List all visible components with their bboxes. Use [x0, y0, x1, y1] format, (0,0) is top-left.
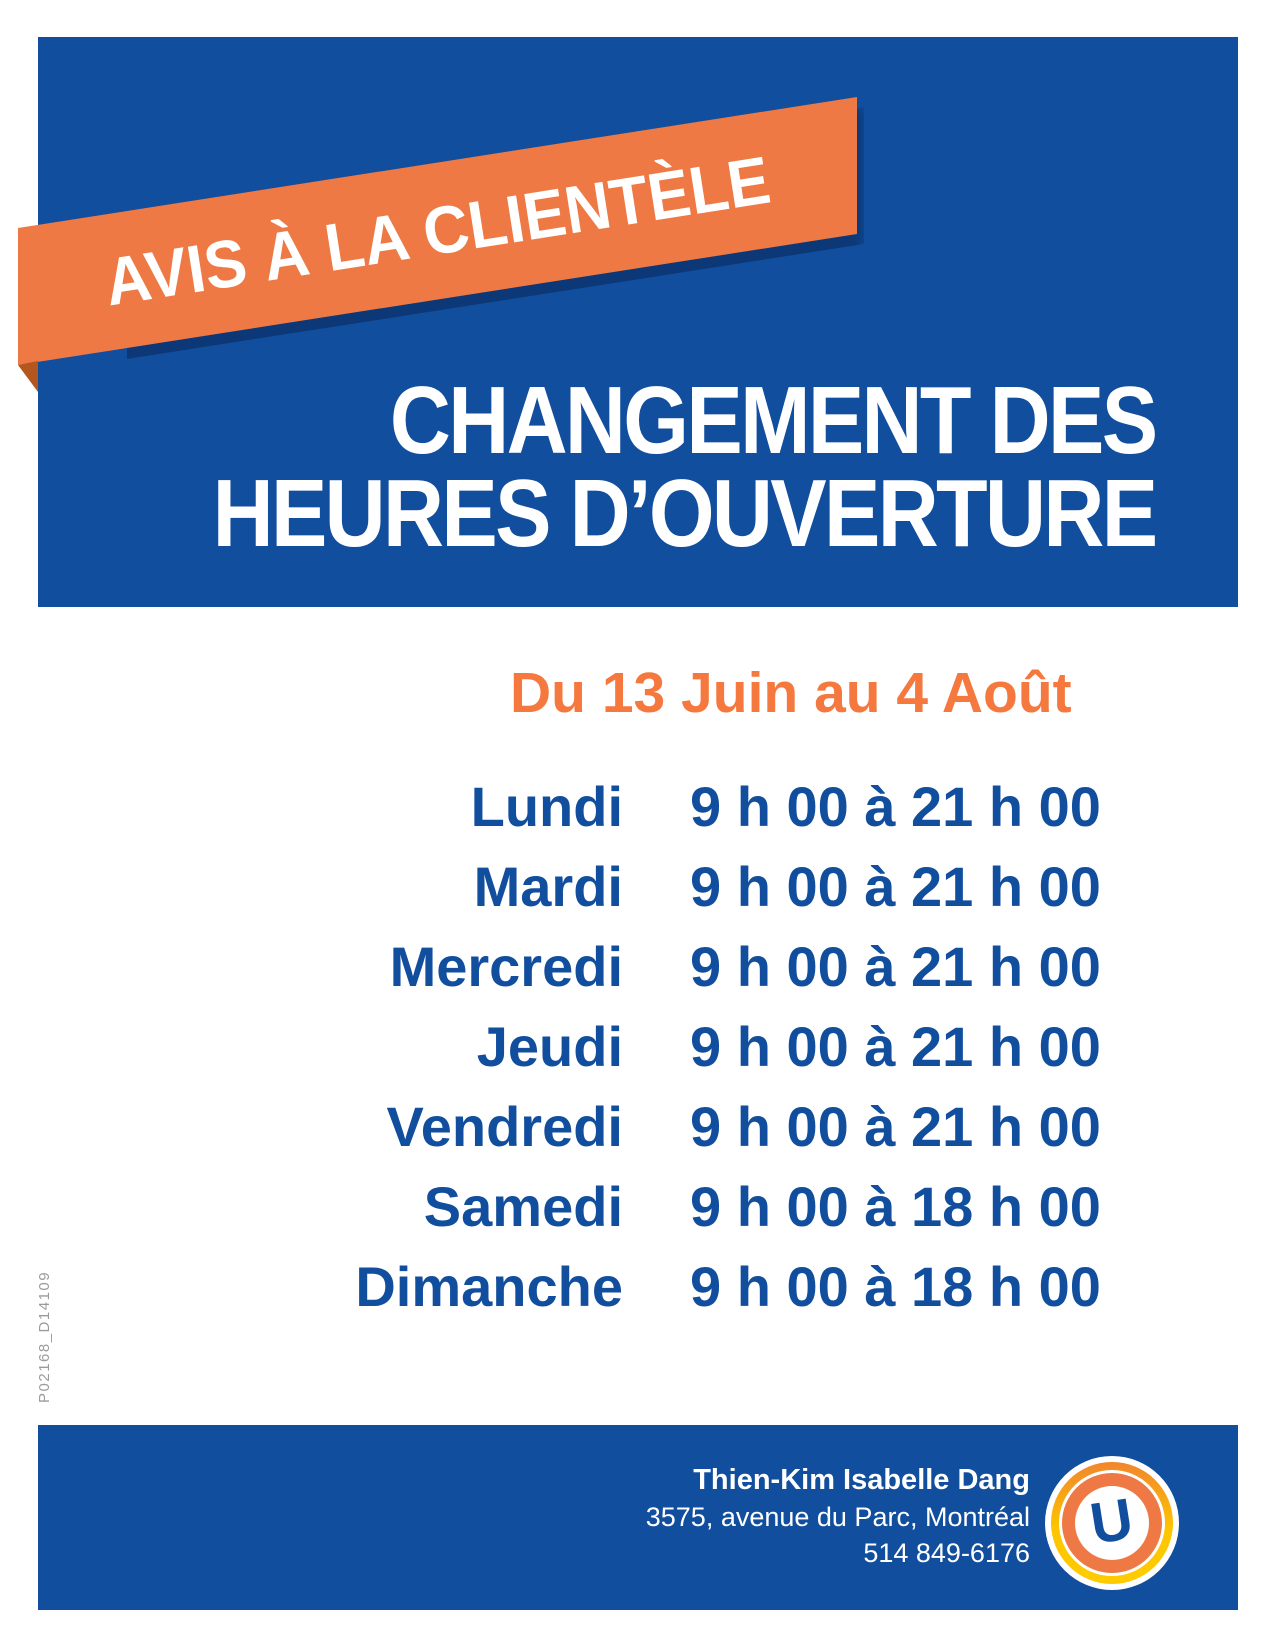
footer-contact-block: [646, 1462, 1030, 1571]
banner-fold: [18, 361, 38, 392]
schedule-row: [300, 1087, 1101, 1167]
schedule-hours: 9 h 00 à 21 h 00: [690, 935, 1101, 998]
page-title-line2: HEURES D’OUVERTURE: [212, 460, 1155, 568]
logo-u-letter: U: [1085, 1485, 1138, 1557]
diagonal-banner: [18, 97, 857, 365]
schedule-day: Dimanche: [355, 1255, 623, 1318]
schedule-row: [300, 1167, 1101, 1247]
schedule-row: [300, 1007, 1101, 1087]
schedule-row: [300, 847, 1101, 927]
page-title-line1: CHANGEMENT DES: [389, 367, 1155, 474]
schedule-row: [300, 1247, 1101, 1327]
schedule-hours: 9 h 00 à 21 h 00: [690, 855, 1101, 918]
logo-orange-ring: [1062, 1473, 1162, 1573]
schedule-day: Vendredi: [386, 1095, 623, 1158]
schedule-day: Samedi: [423, 1175, 623, 1238]
store-logo: [1045, 1456, 1179, 1590]
schedule-day: Mercredi: [389, 935, 623, 998]
contact-address: 3575, avenue du Parc, Montréal: [645, 1502, 1030, 1532]
schedule-hours: 9 h 00 à 21 h 00: [690, 1095, 1101, 1158]
logo-center-circle: [1075, 1486, 1149, 1560]
schedule-hours: 9 h 00 à 21 h 00: [690, 775, 1101, 838]
banner-label-text: AVIS À LA CLIENTÈLE: [99, 142, 776, 320]
schedule-hours: 9 h 00 à 18 h 00: [690, 1175, 1101, 1238]
schedule-day: Mardi: [473, 855, 623, 918]
schedule-row: [300, 927, 1101, 1007]
schedule-list: [300, 767, 1101, 1327]
logo-white-gap-ring: [1059, 1470, 1165, 1576]
schedule-row: [300, 767, 1101, 847]
schedule-hours: 9 h 00 à 21 h 00: [690, 1015, 1101, 1078]
print-code: P02168_D14109: [36, 1270, 53, 1403]
contact-name: Thien-Kim Isabelle Dang: [693, 1464, 1030, 1496]
date-range: Du 13 Juin au 4 Août: [510, 661, 1072, 725]
page-title: [212, 367, 1155, 568]
schedule-day: Jeudi: [476, 1015, 623, 1078]
logo-yellow-ring: [1051, 1462, 1173, 1584]
contact-phone: 514 849-6176: [863, 1538, 1030, 1568]
schedule-hours: 9 h 00 à 18 h 00: [690, 1255, 1101, 1318]
schedule-day: Lundi: [470, 775, 623, 838]
